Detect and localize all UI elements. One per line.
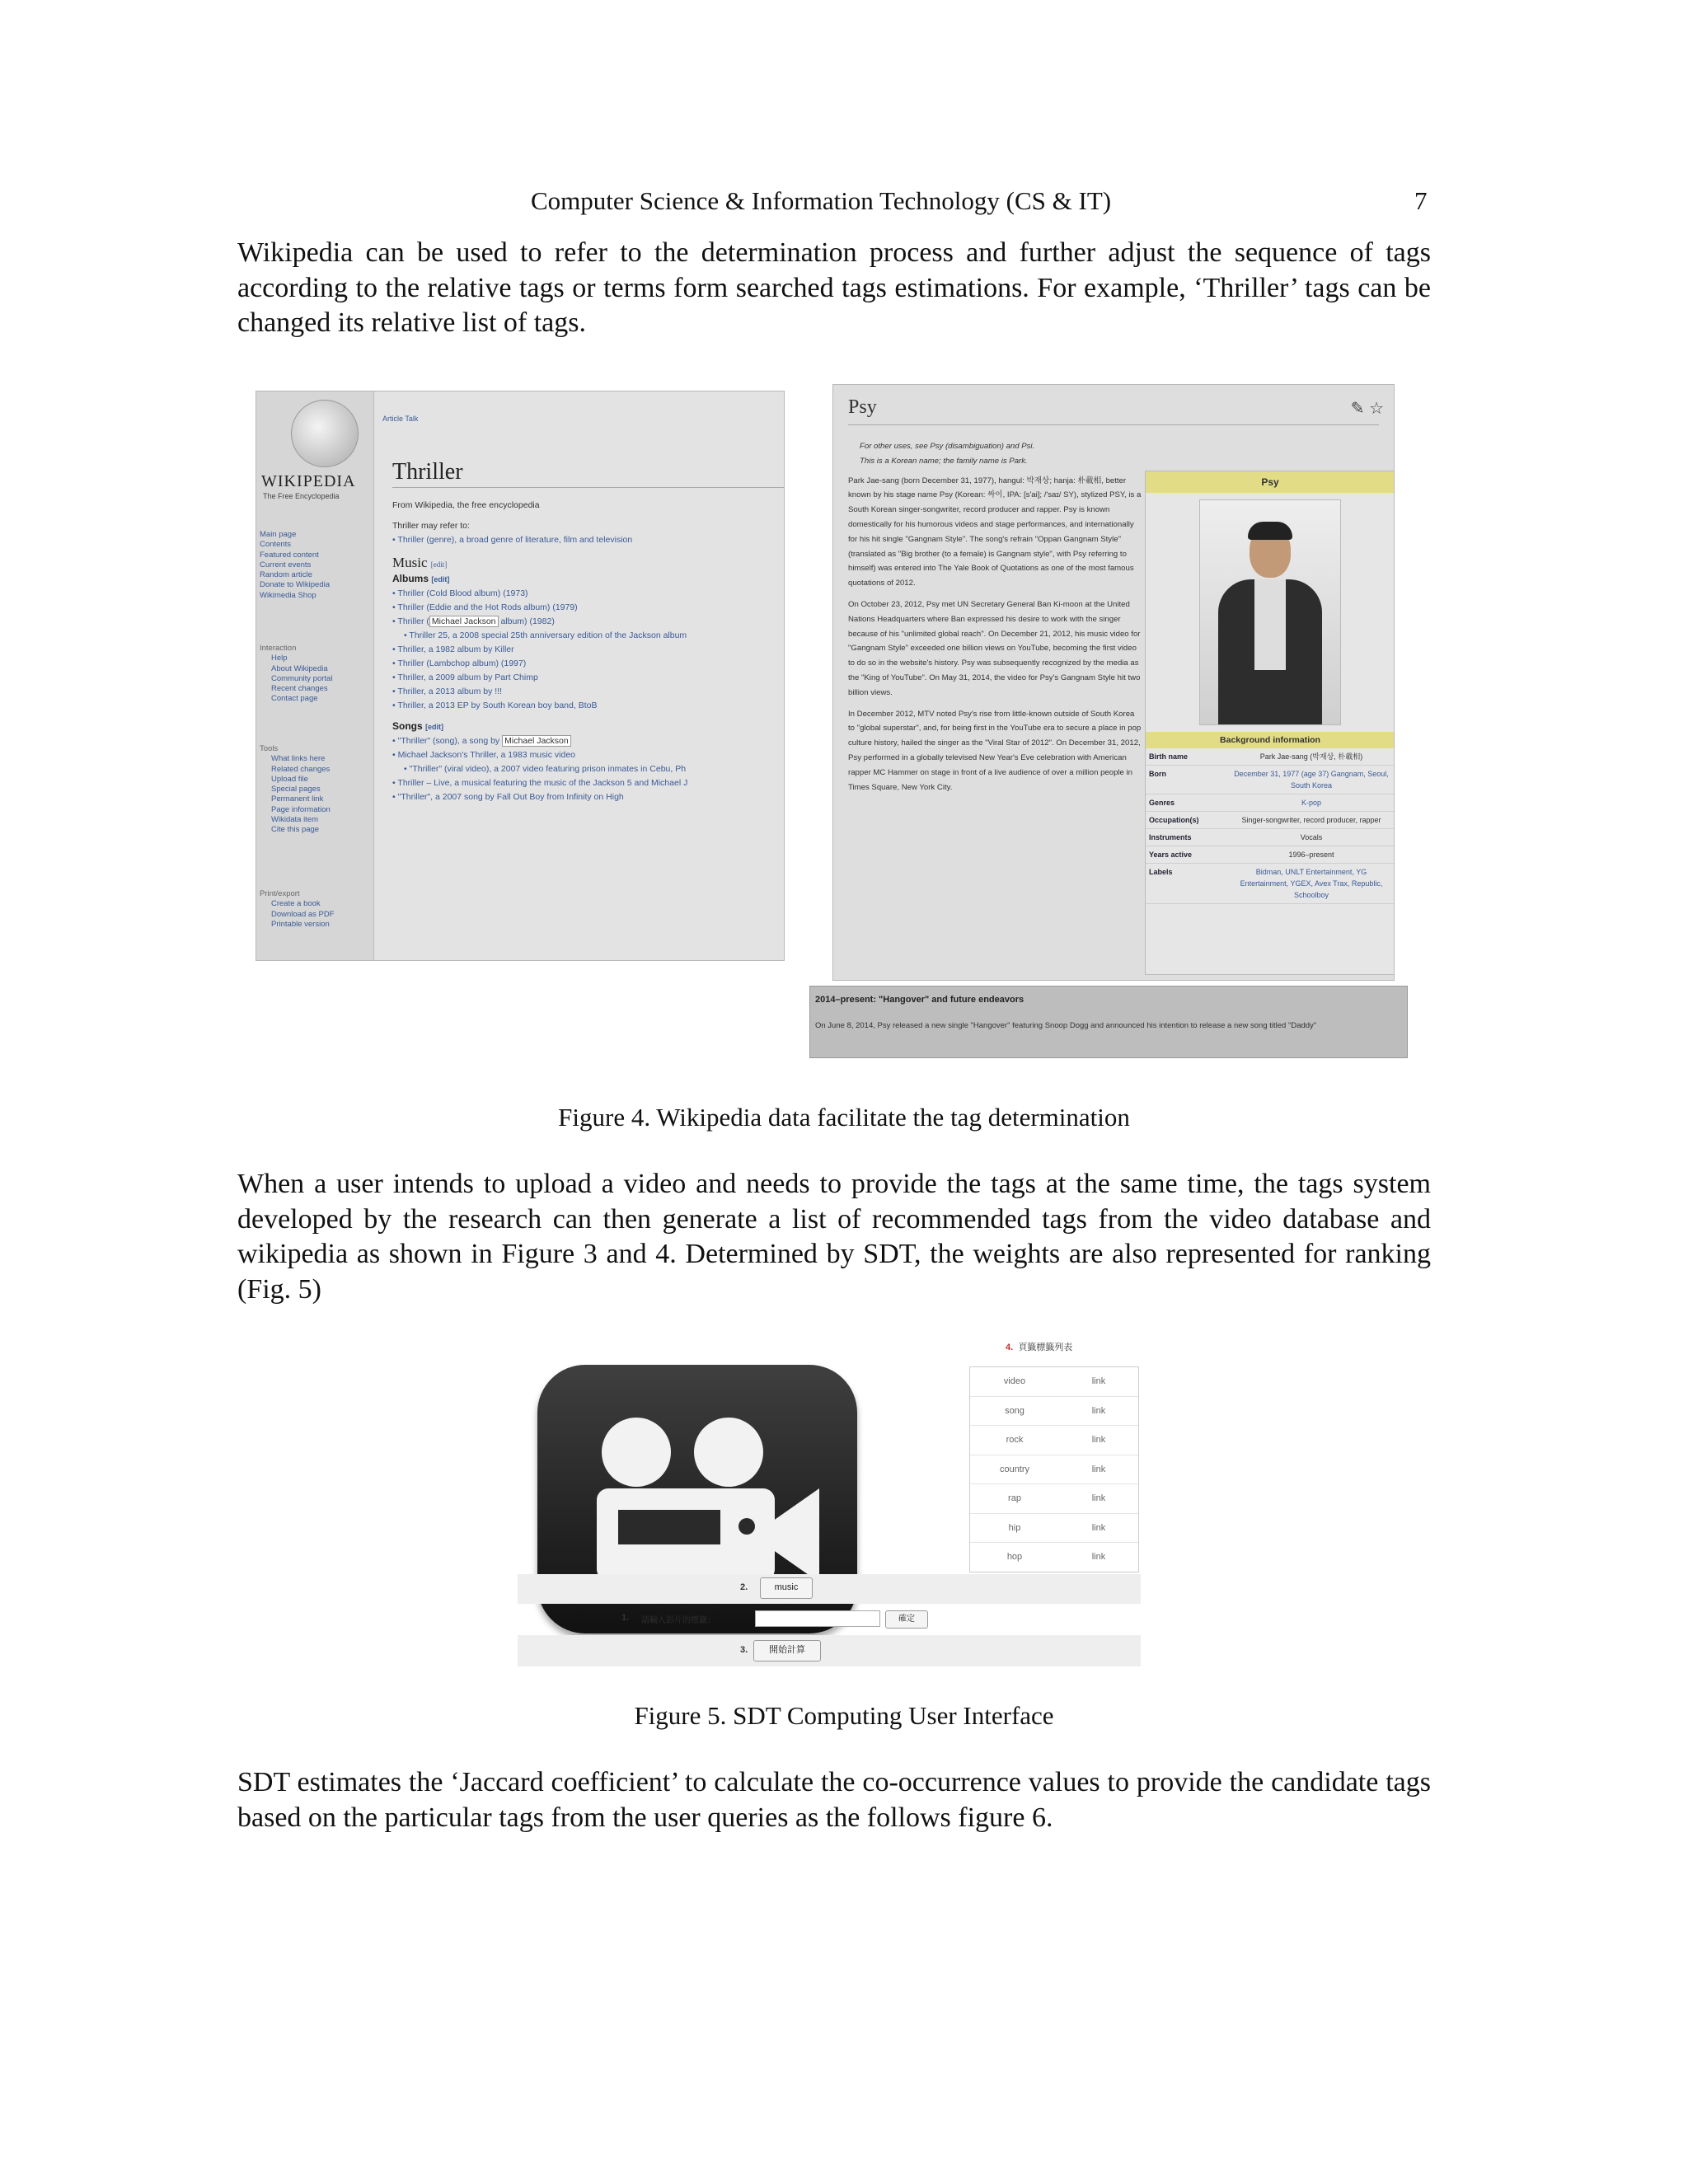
music-tag-button[interactable]: music xyxy=(760,1577,813,1599)
psy-paragraph: Park Jae-sang (born December 31, 1977), hangul: 박재상; hanja: 朴載相, better known by his stage name Psy (Korean: 싸이, IPA: [s'ai]; /'saɪ/ SY), stylized PSY, is a South Korean singer-songwriter, record producer and rapper. Psy is known domestically for his humorous videos and stage performances, and internationally for his hit single "Gangnam Style". The song's refrain "Oppan Gangnam Style" (translated as "Big brother (to a female) is Gangnam style", with Psy referring to himself) was entered into The Yale Book of Quotations as one of the most famous quotations of 2012. xyxy=(848,476,1142,588)
section-albums: Albums [edit] xyxy=(392,573,450,584)
nav-item[interactable]: Permanent link xyxy=(271,794,324,804)
edit-link[interactable]: [edit] xyxy=(430,560,448,569)
compute-band xyxy=(518,1635,1141,1666)
psy-title: Psy xyxy=(848,396,877,418)
nav-item[interactable]: Contents xyxy=(260,540,292,550)
article-body xyxy=(392,499,781,804)
psy-infobox xyxy=(1145,471,1395,975)
ok-button[interactable]: 確定 xyxy=(885,1610,928,1629)
hatnote: This is a Korean name; the family name is Park. xyxy=(860,456,1028,466)
list-item[interactable]: • Thriller, a 2013 EP by South Korean boy band, BtoB xyxy=(392,701,598,710)
wiki-nav-interaction xyxy=(260,644,332,705)
nav-item[interactable]: Create a book xyxy=(271,899,321,909)
nav-item[interactable]: What links here xyxy=(271,754,326,764)
wiki-nav-print xyxy=(260,889,335,930)
wikipedia-thriller-screenshot xyxy=(256,391,785,961)
psy-photo xyxy=(1199,499,1341,725)
marker-2: 2. xyxy=(740,1582,748,1592)
wiki-brand: WIKIPEDIA xyxy=(261,472,356,490)
nav-item[interactable]: Current events xyxy=(260,560,312,569)
nav-item[interactable]: Download as PDF xyxy=(271,909,335,919)
start-compute-button[interactable]: 開始計算 xyxy=(753,1640,821,1661)
nav-item[interactable]: Community portal xyxy=(271,673,333,683)
list-item[interactable]: • Thriller (Lambchop album) (1997) xyxy=(392,658,527,668)
infobox-row: Years active 1996–present xyxy=(1146,846,1395,864)
nav-heading: Interaction xyxy=(260,644,297,653)
psy-article-text xyxy=(848,439,1142,801)
nav-item[interactable]: Contact page xyxy=(271,694,318,704)
list-item[interactable]: • Thriller (Cold Blood album) (1973) xyxy=(392,588,528,598)
wikipedia-psy-screenshot xyxy=(832,384,1395,981)
section-songs: Songs [edit] xyxy=(392,720,444,732)
nav-item[interactable]: Main page xyxy=(260,530,297,539)
infobox-row: Born December 31, 1977 (age 37) Gangnam, Seoul, South Korea xyxy=(1146,766,1395,794)
article-title: Thriller xyxy=(392,459,463,485)
tag-link[interactable]: link xyxy=(1091,1435,1106,1446)
paragraph-1: Wikipedia can be used to refer to the determination process and further adjust the sequence of tags according to the relative tags or terms form searched tags estimations. For example, ‘Thriller’ tags can be changed its relative list of tags. xyxy=(237,237,1431,338)
nav-item[interactable]: Recent changes xyxy=(271,684,328,694)
edit-star-icon[interactable]: ✎ ☆ xyxy=(1350,400,1384,418)
infobox-row: Genres K-pop xyxy=(1146,794,1395,812)
nav-item[interactable]: Help xyxy=(271,654,288,663)
tag-link[interactable]: link xyxy=(1091,1493,1106,1504)
psy-paragraph: In December 2012, MTV noted Psy's rise from little-known outside of South Korea to "global superstar", and, for being first in the YouTube era to secure a place in pop culture history, hailed the singer as the "Viral Star of 2012". On December 31, 2012, Psy performed in a globally televised New Year's Eve celebration with American rapper MC Hammer on stage in front of a live audience of over a million people in Times Square, New York City. xyxy=(848,709,1142,792)
nav-heading: Print/export xyxy=(260,889,300,898)
tag-link[interactable]: link xyxy=(1091,1405,1106,1416)
nav-item[interactable]: Wikidata item xyxy=(271,815,319,825)
nav-item[interactable]: Cite this page xyxy=(271,825,320,835)
table-row: country link xyxy=(970,1455,1138,1485)
infobox-row: Birth name Park Jae-sang (박재상, 朴載相) xyxy=(1146,748,1395,766)
article-from: From Wikipedia, the free encyclopedia xyxy=(392,500,540,510)
journal-title: Computer Science & Information Technology (CS & IT) xyxy=(531,186,1112,215)
wikipedia-globe-icon xyxy=(291,400,359,467)
table-row: hip link xyxy=(970,1514,1138,1544)
table-row: video link xyxy=(970,1367,1138,1397)
nav-item[interactable]: Wikimedia Shop xyxy=(260,590,316,600)
psy-hangover-strip xyxy=(809,986,1408,1058)
marker-3: 3. xyxy=(740,1645,748,1655)
tag-list-table xyxy=(969,1366,1139,1572)
list-item-mj-song[interactable]: • "Thriller" (song), a song by Michael Jackson xyxy=(392,734,781,748)
nav-heading: Tools xyxy=(260,744,279,753)
list-item[interactable]: • Thriller (Eddie and the Hot Rods album) (1979) xyxy=(392,602,578,612)
tag-button-band xyxy=(518,1574,1141,1604)
paragraph-2: When a user intends to upload a video and needs to provide the tags at the same time, the tags system developed by the research can then generate a list of recommended tags from the video database and wikipedia as shown in Figure 3 and 4. Determined by SDT, the weights are also represented for ranking (Fig. 5) xyxy=(237,1169,1431,1305)
tag-link[interactable]: link xyxy=(1091,1376,1106,1387)
hatnote: For other uses, see Psy (disambiguation) and Psi. xyxy=(860,442,1035,451)
highlight-michael-jackson: Michael Jackson xyxy=(502,735,571,747)
table-row: rock link xyxy=(970,1426,1138,1455)
wiki-nav-main xyxy=(260,530,330,601)
list-item[interactable]: • Michael Jackson's Thriller, a 1983 music video xyxy=(392,750,576,760)
marker-1: 1. xyxy=(621,1613,630,1623)
list-item[interactable]: • Thriller, a 2013 album by !!! xyxy=(392,687,503,696)
edit-link[interactable]: [edit] xyxy=(431,575,450,583)
infobox-row: Occupation(s) Singer-songwriter, record producer, rapper xyxy=(1146,812,1395,829)
wiki-sidebar xyxy=(256,391,373,960)
tag-input[interactable] xyxy=(755,1610,880,1627)
table-row: hop link xyxy=(970,1543,1138,1572)
wiki-nav-tools xyxy=(260,744,331,836)
tag-list-title: 4. 頁籤標籤列表 xyxy=(1006,1343,1073,1352)
figure5-caption: Figure 5. SDT Computing User Interface xyxy=(634,1701,1054,1730)
infobox-caption: Psy xyxy=(1146,471,1395,493)
infobox-row: Instruments Vocals xyxy=(1146,829,1395,846)
wiki-brand-sub: The Free Encyclopedia xyxy=(263,492,340,500)
list-item[interactable]: • Thriller (genre), a broad genre of literature, film and television xyxy=(392,535,633,545)
list-item[interactable]: • Thriller, a 1982 album by Killer xyxy=(392,644,514,654)
tag-link[interactable]: link xyxy=(1091,1552,1106,1563)
tag-link[interactable]: link xyxy=(1091,1522,1106,1533)
table-row: song link xyxy=(970,1397,1138,1427)
nav-item[interactable]: Printable version xyxy=(271,919,330,929)
nav-item[interactable]: Related changes xyxy=(271,764,331,774)
list-item[interactable]: • Thriller 25, a 2008 special 25th anniversary edition of the Jackson album xyxy=(404,630,687,640)
nav-item[interactable]: Upload file xyxy=(271,774,308,784)
nav-item[interactable]: About Wikipedia xyxy=(271,663,328,673)
paragraph-3: SDT estimates the ‘Jaccard coefficient’ to calculate the co-occurrence values to provide the candidate tags based on the particular tags from the user queries as the follows figure 6. xyxy=(237,1767,1431,1833)
psy-paragraph: On October 23, 2012, Psy met UN Secretary General Ban Ki-moon at the United Nations Headquarters where Ban expressed his desire to work with the singer because of his "unlimited global reach". On December 21, 2012, his music video for "Gangnam Style" exceeded one billion views on YouTube, becoming the first video to do so in the website's history. Psy was subsequently recognized by the media as the "King of YouTube". On May 31, 2014, the video for Psy's Gangnam Style hit two billion views. xyxy=(848,599,1141,697)
section-music: Music [edit] xyxy=(392,555,448,570)
wiki-article xyxy=(373,391,784,960)
list-item[interactable]: • "Thriller" (viral video), a 2007 video featuring prison inmates in Cebu, Ph xyxy=(404,764,687,774)
list-item[interactable]: • "Thriller", a 2007 song by Fall Out Boy from Infinity on High xyxy=(392,792,624,802)
edit-link[interactable]: [edit] xyxy=(425,723,444,731)
list-item[interactable]: • Thriller, a 2009 album by Part Chimp xyxy=(392,673,538,682)
nav-item[interactable]: Featured content xyxy=(260,550,319,560)
may-refer: Thriller may refer to: xyxy=(392,521,470,531)
nav-item[interactable]: Page information xyxy=(271,804,331,814)
strip-title: 2014–present: "Hangover" and future endeavors xyxy=(815,995,1025,1005)
nav-item[interactable]: Donate to Wikipedia xyxy=(260,580,331,590)
list-item[interactable]: • Thriller – Live, a musical featuring the music of the Jackson 5 and Michael J xyxy=(392,778,688,788)
page-number: 7 xyxy=(1414,186,1428,215)
strip-text: On June 8, 2014, Psy released a new single "Hangover" featuring Snoop Dogg and announced his intention to release a new song titled "Daddy" xyxy=(815,1021,1317,1030)
nav-item[interactable]: Special pages xyxy=(271,785,321,794)
wiki-tabs[interactable]: Article Talk xyxy=(382,415,419,423)
highlight-michael-jackson: Michael Jackson xyxy=(429,616,499,627)
table-row: rap link xyxy=(970,1484,1138,1514)
list-item-mj-album[interactable]: • Thriller ( Michael Jackson album) (1982) xyxy=(392,616,555,626)
background-info-header: Background information xyxy=(1146,732,1395,748)
nav-item[interactable]: Random article xyxy=(260,570,312,580)
infobox-row: Labels Bidman, UNLT Entertainment, YG Entertainment, YGEX, Avex Trax, Republic, Schoolboy xyxy=(1146,864,1395,904)
tag-link[interactable]: link xyxy=(1091,1464,1106,1474)
tag-input-label: 請輸入影片的標籤： xyxy=(641,1616,715,1625)
figure4-caption: Figure 4. Wikipedia data facilitate the tag determination xyxy=(558,1103,1130,1132)
